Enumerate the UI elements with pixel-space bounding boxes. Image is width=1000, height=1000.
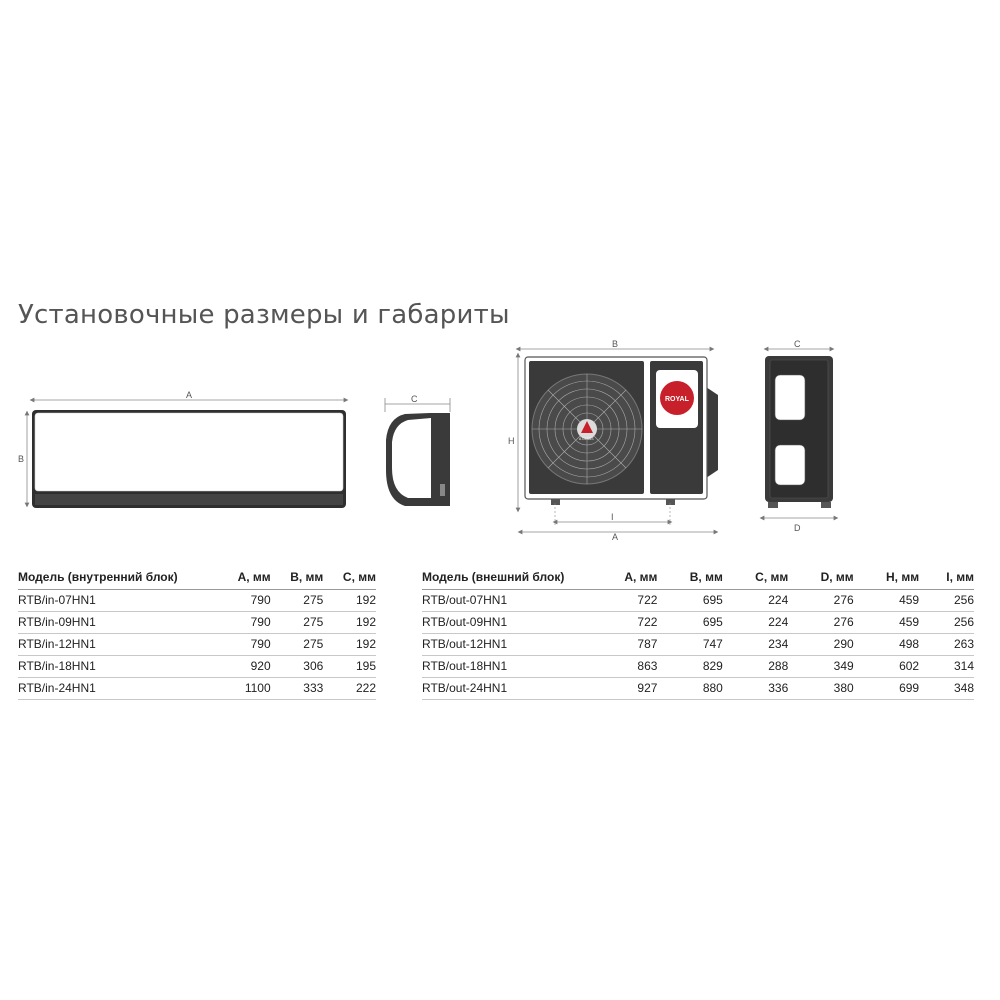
value-cell: 459 — [854, 612, 919, 634]
value-cell: 790 — [218, 634, 271, 656]
table-row — [422, 590, 974, 612]
outdoor-unit-front-drawing — [508, 339, 718, 542]
value-cell: 880 — [657, 678, 722, 700]
value-cell: 224 — [723, 612, 788, 634]
table-row — [18, 634, 376, 656]
model-cell: RTB/out-07HN1 — [422, 590, 592, 612]
value-cell: 290 — [788, 634, 853, 656]
outdoor-dim-h-label: H — [508, 436, 515, 446]
value-cell: 192 — [323, 634, 376, 656]
value-cell: 275 — [271, 634, 324, 656]
model-cell: RTB/in-24HN1 — [18, 678, 218, 700]
column-header: H, мм — [854, 566, 919, 590]
value-cell: 602 — [854, 656, 919, 678]
indoor-unit-table — [18, 566, 376, 700]
table-row — [18, 590, 376, 612]
value-cell: 349 — [788, 656, 853, 678]
value-cell: 333 — [271, 678, 324, 700]
value-cell: 314 — [919, 656, 974, 678]
value-cell: 256 — [919, 590, 974, 612]
value-cell: 699 — [854, 678, 919, 700]
table-row — [422, 656, 974, 678]
table-row — [18, 612, 376, 634]
table-row — [18, 678, 376, 700]
value-cell: 336 — [723, 678, 788, 700]
model-cell: RTB/out-12HN1 — [422, 634, 592, 656]
royal-logo-text: ROYAL — [665, 396, 689, 403]
table-row — [422, 612, 974, 634]
value-cell: 722 — [592, 612, 657, 634]
model-cell: RTB/in-07HN1 — [18, 590, 218, 612]
column-header: I, мм — [919, 566, 974, 590]
value-cell: 224 — [723, 590, 788, 612]
value-cell: 787 — [592, 634, 657, 656]
value-cell: 695 — [657, 612, 722, 634]
indoor-dim-c-label: C — [411, 394, 418, 404]
value-cell: 920 — [218, 656, 271, 678]
value-cell: 288 — [723, 656, 788, 678]
table-row — [422, 634, 974, 656]
page-title: Установочные размеры и габариты — [18, 300, 510, 330]
value-cell: 1100 — [218, 678, 271, 700]
value-cell: 829 — [657, 656, 722, 678]
value-cell: 348 — [919, 678, 974, 700]
value-cell: 192 — [323, 590, 376, 612]
value-cell: 459 — [854, 590, 919, 612]
table-header-row — [18, 566, 376, 590]
model-cell: RTB/out-24HN1 — [422, 678, 592, 700]
table-row — [422, 678, 974, 700]
outdoor-dim-a-label: A — [612, 532, 619, 542]
model-cell: RTB/in-18HN1 — [18, 656, 218, 678]
column-header: A, мм — [218, 566, 271, 590]
value-cell: 498 — [854, 634, 919, 656]
value-cell: 256 — [919, 612, 974, 634]
value-cell: 790 — [218, 612, 271, 634]
table-row — [18, 656, 376, 678]
value-cell: 863 — [592, 656, 657, 678]
column-header: C, мм — [323, 566, 376, 590]
value-cell: 276 — [788, 590, 853, 612]
outdoor-dim-c-label: C — [794, 339, 801, 349]
value-cell: 306 — [271, 656, 324, 678]
value-cell: 722 — [592, 590, 657, 612]
value-cell: 192 — [323, 612, 376, 634]
model-cell: RTB/out-18HN1 — [422, 656, 592, 678]
indoor-unit-front-drawing — [18, 390, 346, 508]
column-header: B, мм — [271, 566, 324, 590]
table-header-row — [422, 566, 974, 590]
value-cell: 927 — [592, 678, 657, 700]
value-cell: 222 — [323, 678, 376, 700]
column-header: Модель (внутренний блок) — [18, 566, 218, 590]
value-cell: 275 — [271, 612, 324, 634]
outdoor-dim-d-label: D — [794, 523, 801, 533]
outdoor-dim-i-label: I — [611, 512, 614, 522]
value-cell: 195 — [323, 656, 376, 678]
value-cell: 380 — [788, 678, 853, 700]
model-cell: RTB/out-09HN1 — [422, 612, 592, 634]
value-cell: 790 — [218, 590, 271, 612]
indoor-unit-side-drawing — [385, 394, 450, 506]
column-header: D, мм — [788, 566, 853, 590]
outdoor-unit-table — [422, 566, 974, 700]
model-cell: RTB/in-09HN1 — [18, 612, 218, 634]
indoor-dim-a-label: A — [186, 390, 193, 400]
value-cell: 747 — [657, 634, 722, 656]
column-header: C, мм — [723, 566, 788, 590]
value-cell: 695 — [657, 590, 722, 612]
column-header: A, мм — [592, 566, 657, 590]
value-cell: 276 — [788, 612, 853, 634]
value-cell: 234 — [723, 634, 788, 656]
outdoor-unit-side-drawing — [762, 339, 836, 533]
value-cell: 263 — [919, 634, 974, 656]
column-header: B, мм — [657, 566, 722, 590]
svg-text:A CLASS: A CLASS — [579, 437, 594, 441]
column-header: Модель (внешний блок) — [422, 566, 592, 590]
model-cell: RTB/in-12HN1 — [18, 634, 218, 656]
indoor-dim-b-label: B — [18, 454, 25, 464]
value-cell: 275 — [271, 590, 324, 612]
outdoor-dim-b-label: B — [612, 339, 619, 349]
